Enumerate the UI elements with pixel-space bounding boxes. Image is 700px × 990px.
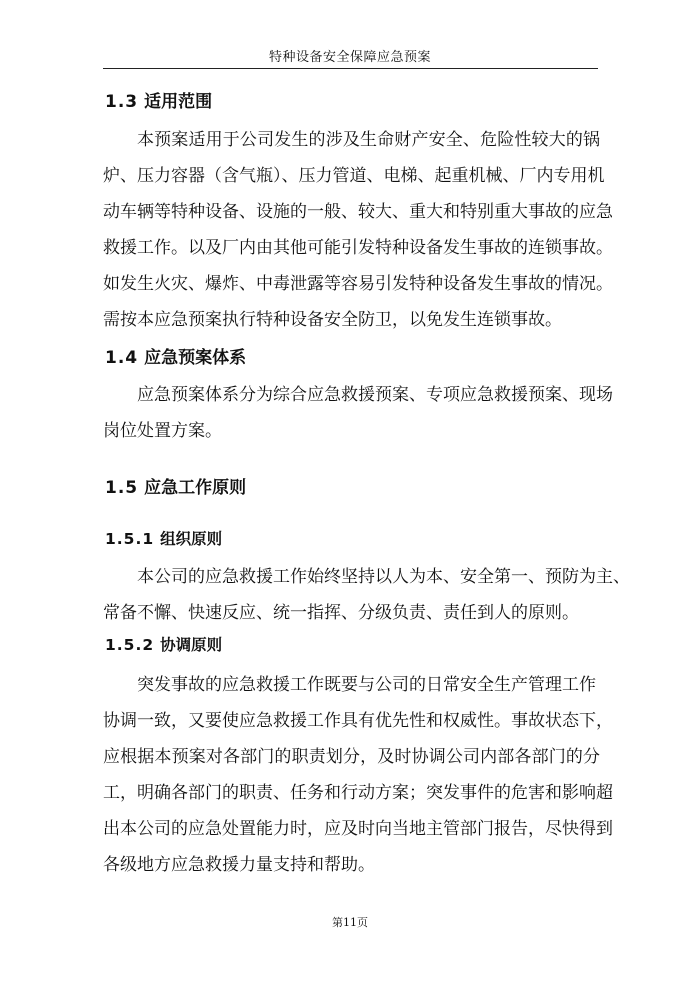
text-line: 岗位处置方案。 [103, 421, 222, 441]
text-line: 应急预案体系分为综合应急救援预案、专项应急救援预案、现场 [137, 385, 613, 405]
text-line: 应根据本预案对各部门的职责划分，及时协调公司内部各部门的分 [103, 747, 600, 767]
text-line: 工，明确各部门的职责、任务和行动方案；突发事件的危害和影响超 [103, 783, 613, 803]
section-heading-1-5 [105, 477, 246, 499]
section-number: 1.5 [105, 478, 139, 498]
section-number: 1.5.1 [105, 530, 155, 548]
section-title: 协调原则 [160, 636, 223, 654]
text-line: 本公司的应急救援工作始终坚持以人为本、安全第一、预防为主、 [137, 567, 630, 587]
text-line: 炉、压力容器（含气瓶）、压力管道、电梯、起重机械、厂内专用机 [103, 166, 605, 186]
text-line: 各级地方应急救援力量支持和帮助。 [103, 855, 375, 875]
section-title: 组织原则 [160, 530, 223, 548]
text-line: 救援工作。以及厂内由其他可能引发特种设备发生事故的连锁事故。 [103, 238, 613, 258]
section-heading-1-5-2 [105, 634, 222, 656]
text-line: 需按本应急预案执行特种设备安全防卫，以免发生连锁事故。 [103, 310, 562, 330]
paragraph-plan-system [103, 377, 613, 449]
section-heading-1-5-1 [105, 528, 222, 550]
text-line: 协调一致，又要使应急救援工作具有优先性和权威性。事故状态下， [103, 711, 613, 731]
section-heading-1-4 [105, 347, 246, 369]
paragraph-organization-principle [103, 559, 630, 631]
section-number: 1.3 [105, 92, 139, 112]
paragraph-coordination-principle [103, 667, 613, 883]
page-number: 第11页 [332, 916, 368, 929]
text-line: 如发生火灾、爆炸、中毒泄露等容易引发特种设备发生事故的情况。 [103, 274, 613, 294]
section-title: 应急预案体系 [144, 348, 247, 368]
text-line: 出本公司的应急处置能力时，应及时向当地主管部门报告，尽快得到 [103, 819, 613, 839]
text-line: 动车辆等特种设备、设施的一般、较大、重大和特别重大事故的应急 [103, 202, 613, 222]
text-line: 突发事故的应急救援工作既要与公司的日常安全生产管理工作 [137, 675, 596, 695]
text-line: 本预案适用于公司发生的涉及生命财产安全、危险性较大的锅 [137, 130, 600, 150]
section-number: 1.4 [105, 348, 139, 368]
section-title: 应急工作原则 [144, 478, 247, 498]
section-number: 1.5.2 [105, 636, 155, 654]
page-header-title: 特种设备安全保障应急预案 [268, 50, 431, 65]
header-divider [103, 68, 598, 69]
paragraph-scope [103, 122, 613, 338]
text-line: 常备不懈、快速反应、统一指挥、分级负责、责任到人的原则。 [103, 603, 579, 623]
section-heading-1-3 [105, 91, 212, 113]
section-title: 适用范围 [144, 92, 213, 112]
